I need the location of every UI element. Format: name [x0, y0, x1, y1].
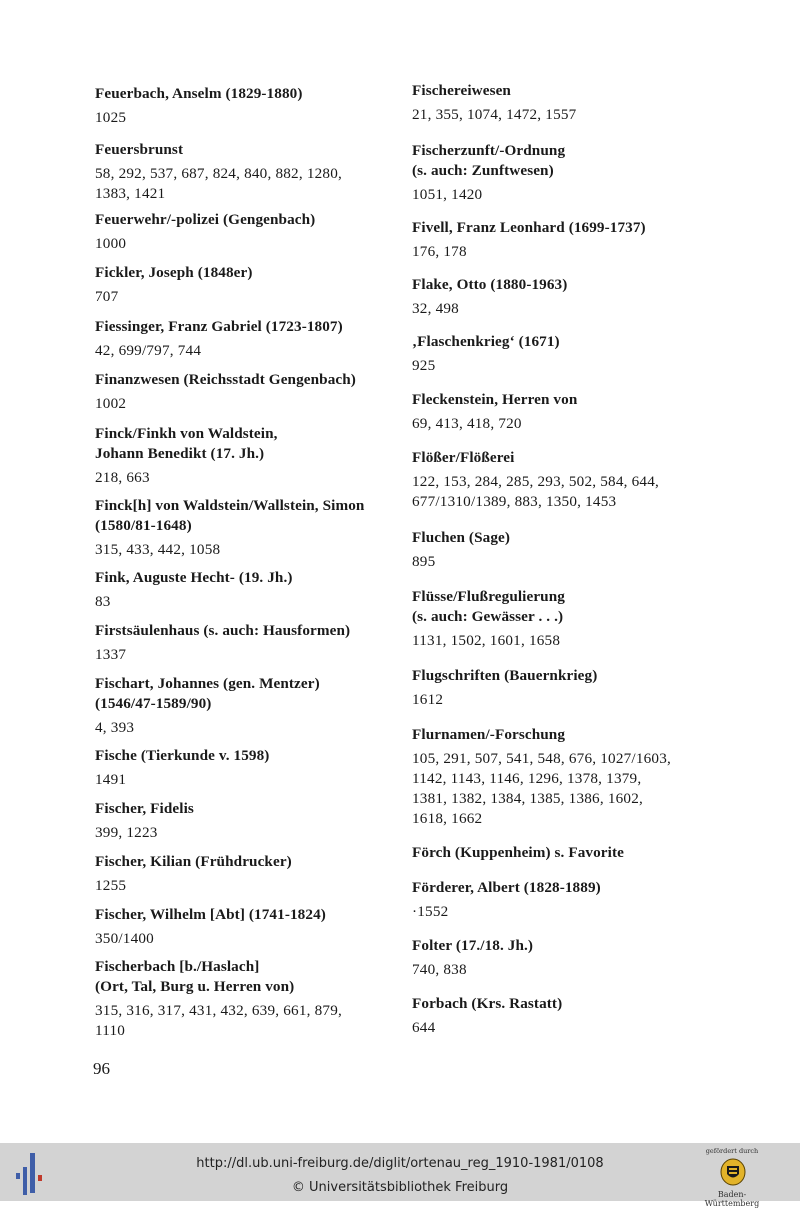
entry-page-refs: 315, 316, 317, 431, 432, 639, 661, 879,: [95, 1002, 343, 1019]
index-entry: [412, 878, 601, 922]
entry-heading: Fischer, Fidelis: [95, 800, 194, 817]
sponsor-name: Baden-Württemberg: [704, 1190, 760, 1208]
index-entry: [95, 424, 278, 488]
entry-page-refs: 895: [412, 553, 436, 570]
entry-heading: (1580/81-1648): [95, 517, 192, 534]
entry-page-refs: 105, 291, 507, 541, 548, 676, 1027/1603,: [412, 750, 672, 767]
entry-page-refs: 176, 178: [412, 243, 467, 260]
index-entry: [95, 210, 315, 254]
entry-heading: Flugschriften (Bauernkrieg): [412, 667, 598, 684]
entry-heading: Finck/Finkh von Waldstein,: [95, 425, 278, 442]
entry-heading: Finanzwesen (Reichsstadt Gengenbach): [95, 371, 356, 388]
entry-heading: (1546/47-1589/90): [95, 695, 212, 712]
entry-heading: Fischerzunft/-Ordnung: [412, 142, 566, 159]
index-entry: [412, 332, 560, 376]
index-entry: [412, 218, 646, 262]
entry-heading: Flößer/Flößerei: [412, 449, 515, 466]
page-number: 96: [93, 1059, 110, 1078]
index-entry: [412, 994, 562, 1038]
entry-page-refs: 1000: [95, 235, 127, 252]
index-entry: [412, 725, 671, 829]
entry-page-refs: 1381, 1382, 1384, 1385, 1386, 1602,: [412, 790, 644, 807]
entry-page-refs: 1255: [95, 877, 127, 894]
entry-page-refs: 1110: [95, 1022, 126, 1039]
index-entry: [412, 390, 577, 434]
entry-page-refs: 644: [412, 1019, 436, 1036]
entry-heading: Feuerwehr/-polizei (Gengenbach): [95, 211, 316, 228]
entry-heading: Fischereiwesen: [412, 82, 511, 99]
entry-heading: Flurnamen/-Forschung: [412, 726, 566, 743]
entry-heading: Forbach (Krs. Rastatt): [412, 995, 563, 1012]
entry-heading: Feuersbrunst: [95, 141, 184, 158]
entry-page-refs: 21, 355, 1074, 1472, 1557: [412, 106, 577, 123]
entry-heading: Fische (Tierkunde v. 1598): [95, 747, 270, 764]
index-entry: [95, 674, 320, 738]
entry-page-refs: 69, 413, 418, 720: [412, 415, 522, 432]
entry-heading: (s. auch: Gewässer . . .): [412, 608, 564, 625]
entry-heading: Flake, Otto (1880-1963): [412, 276, 568, 293]
source-url-link[interactable]: http://dl.ub.uni-freiburg.de/diglit/ortenau_reg_1910-1981/0108: [196, 1156, 604, 1171]
baden-wuerttemberg-seal-icon: [720, 1158, 746, 1186]
entry-heading: Finck[h] von Waldstein/Wallstein, Simon: [95, 497, 365, 514]
index-entry: [95, 140, 342, 204]
entry-heading: Fickler, Joseph (1848er): [95, 264, 253, 281]
index-entry: [412, 81, 576, 125]
entry-heading: Feuerbach, Anselm (1829-1880): [95, 85, 303, 102]
entry-heading: Flüsse/Flußregulierung: [412, 588, 565, 605]
index-entry: [95, 799, 194, 843]
index-entry: [412, 587, 565, 651]
entry-page-refs: 1618, 1662: [412, 810, 483, 827]
entry-heading: Firstsäulenhaus (s. auch: Hausformen): [95, 622, 351, 639]
entry-page-refs: 58, 292, 537, 687, 824, 840, 882, 1280,: [95, 165, 343, 182]
entry-page-refs: 1337: [95, 646, 127, 663]
entry-page-refs: 399, 1223: [95, 824, 158, 841]
entry-page-refs: 315, 433, 442, 1058: [95, 541, 221, 558]
index-entry: [95, 957, 342, 1041]
entry-page-refs: 122, 153, 284, 285, 293, 502, 584, 644,: [412, 473, 660, 490]
entry-heading: Förch (Kuppenheim) s. Favorite: [412, 844, 624, 861]
index-entry: [95, 317, 343, 361]
index-entry: [95, 370, 356, 414]
entry-heading: ‚Flaschenkrieg‘ (1671): [412, 333, 560, 350]
entry-page-refs: 707: [95, 288, 119, 305]
index-entry: [95, 905, 326, 949]
entry-heading: Fiessinger, Franz Gabriel (1723-1807): [95, 318, 343, 335]
entry-page-refs: 4, 393: [95, 719, 135, 736]
entry-page-refs: 32, 498: [412, 300, 459, 317]
index-entry: [95, 746, 269, 790]
index-entry: [412, 448, 659, 512]
entry-page-refs: 42, 699/797, 744: [95, 342, 202, 359]
entry-heading: Folter (17./18. Jh.): [412, 937, 534, 954]
entry-page-refs: 740, 838: [412, 961, 467, 978]
entry-heading: Johann Benedikt (17. Jh.): [95, 445, 265, 462]
entry-heading: Fleckenstein, Herren von: [412, 391, 578, 408]
entry-page-refs: 925: [412, 357, 436, 374]
entry-page-refs: 1051, 1420: [412, 186, 483, 203]
entry-heading: Fischerbach [b./Haslach]: [95, 958, 260, 975]
sponsor-caption: gefördert durch: [705, 1147, 759, 1155]
index-entry: [95, 263, 253, 307]
entry-heading: (s. auch: Zunftwesen): [412, 162, 554, 179]
index-entry: [95, 496, 364, 560]
index-entry: [412, 843, 624, 863]
entry-heading: Fink, Auguste Hecht- (19. Jh.): [95, 569, 293, 586]
index-entry: [95, 84, 303, 128]
sponsor-badge[interactable]: [692, 1146, 772, 1208]
entry-page-refs: 350/1400: [95, 930, 154, 947]
index-entry: [412, 141, 565, 205]
entry-heading: Fischart, Johannes (gen. Mentzer): [95, 675, 320, 692]
entry-page-refs: 1025: [95, 109, 127, 126]
entry-page-refs: 1131, 1502, 1601, 1658: [412, 632, 561, 649]
index-entry: [412, 936, 533, 980]
entry-page-refs: 1002: [95, 395, 127, 412]
entry-heading: Fluchen (Sage): [412, 529, 511, 546]
entry-page-refs: 83: [95, 593, 111, 610]
entry-heading: (Ort, Tal, Burg u. Herren von): [95, 978, 295, 995]
entry-page-refs: 1383, 1421: [95, 185, 166, 202]
entry-heading: Fischer, Wilhelm [Abt] (1741-1824): [95, 906, 326, 923]
entry-heading: Fivell, Franz Leonhard (1699-1737): [412, 219, 646, 236]
copyright-text: © Universitätsbibliothek Freiburg: [291, 1180, 509, 1195]
entry-heading: Fischer, Kilian (Frühdrucker): [95, 853, 292, 870]
entry-page-refs: 218, 663: [95, 469, 150, 486]
entry-page-refs: 1612: [412, 691, 444, 708]
index-entry: [412, 275, 567, 319]
entry-page-refs: 1491: [95, 771, 127, 788]
entry-page-refs: 1142, 1143, 1146, 1296, 1378, 1379,: [412, 770, 642, 787]
index-entry: [412, 666, 597, 710]
index-entry: [95, 621, 350, 665]
viewer-footer: [0, 1143, 800, 1208]
entry-page-refs: 677/1310/1389, 883, 1350, 1453: [412, 493, 617, 510]
index-entry: [412, 528, 510, 572]
index-entry: [95, 852, 292, 896]
entry-page-refs: ·1552: [412, 903, 449, 920]
entry-heading: Förderer, Albert (1828-1889): [412, 879, 601, 896]
index-entry: [95, 568, 293, 612]
